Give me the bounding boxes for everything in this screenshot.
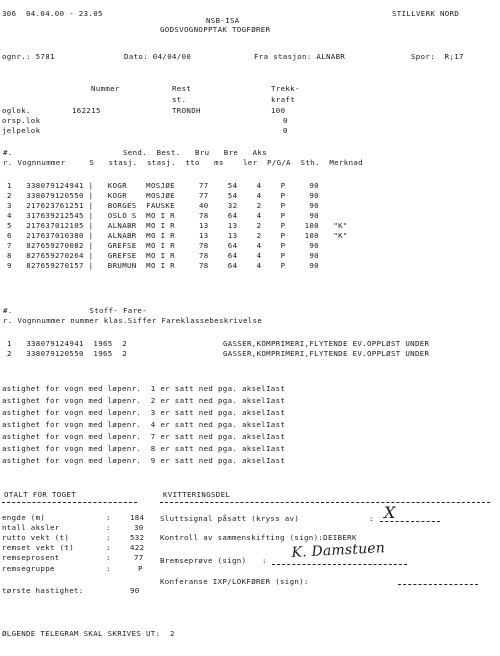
header-org: NSB-ISA — [206, 16, 240, 25]
brake-test-colon: : — [262, 556, 267, 565]
totals-value: 532 — [130, 533, 145, 542]
totals-title: OTALT FOR TOGET — [4, 490, 76, 499]
table-row: 2 338079120550 1965 2 GASSER,KOMPRIMERI,FLYTENDE EV.OPPLØST UNDER — [7, 349, 430, 358]
list-item: astighet for vogn med løpenr. 7 er satt ned pga. akselIast — [2, 432, 286, 441]
totals-colon: : — [106, 513, 111, 522]
max-speed-label: tørste hastighet: — [2, 586, 84, 595]
table-row: 1 338079124941 | KOGR MOSJØE 77 54 4 P 90 — [7, 181, 319, 190]
totals-value: 77 — [134, 553, 144, 562]
totals-value: 422 — [130, 543, 145, 552]
loco-number: 162215 — [72, 106, 101, 115]
list-item: astighet for vogn med løpenr. 1 er satt ned pga. akselIast — [2, 384, 286, 393]
wagon-table-header-2: r. Vognnummer S stasj. stasj. tto ms ler P/G/A Sth. Merknad — [3, 158, 363, 167]
end-signal-label: Sluttsignal påsatt (kryss av) — [160, 514, 300, 523]
wagon-table-header-1: #. Send. Best. Bru Bre Aks — [3, 148, 267, 157]
header-date-range: 306 04.04.00 - 23.05 — [2, 9, 103, 18]
totals-label: engde (m) — [2, 513, 46, 522]
brake-test-label: Bremseprøve (sign) — [160, 556, 247, 565]
totals-divider — [2, 502, 137, 503]
end-signal-colon: : — [369, 514, 374, 523]
signature: K. Damstuen — [291, 540, 386, 561]
table-row: 3 217623761251 | BORGES FAUSKE 40 32 2 P 90 — [7, 201, 319, 210]
loco-header-trekk: Trekk- — [271, 84, 300, 93]
hazmat-header-1: #. Stoff- Fare- — [3, 306, 147, 315]
table-row: 8 827659270264 | GREFSE MO I R 78 64 4 P 90 — [7, 251, 319, 260]
loco-kraft: 100 — [271, 106, 286, 115]
loco-label: jelpelok — [2, 126, 41, 135]
totals-colon: : — [106, 523, 111, 532]
header-station: STILLVERK NORD — [392, 9, 460, 18]
receipt-title: KVITTERINGSDEL — [163, 490, 231, 499]
totals-value: P — [138, 564, 143, 573]
totals-label: rutto vekt (t) — [2, 533, 70, 542]
conference-field[interactable] — [398, 584, 478, 585]
loco-label: oglok. — [2, 106, 31, 115]
list-item: astighet for vogn med løpenr. 9 er satt ned pga. akselIast — [2, 456, 286, 465]
totals-value: 30 — [134, 523, 144, 532]
loco-header-rest: Rest — [172, 84, 192, 93]
table-row: 2 338079120550 | KOGR MOSJØE 77 54 4 P 90 — [7, 191, 319, 200]
totals-colon: : — [106, 553, 111, 562]
table-row: 5 217637012105 | ALNABR MO I R 13 13 2 P 100 "K" — [7, 221, 348, 230]
totals-value: 184 — [130, 513, 145, 522]
table-row: 1 338079124941 1965 2 GASSER,KOMPRIMERI,FLYTENDE EV.OPPLØST UNDER — [7, 339, 430, 348]
list-item: astighet for vogn med løpenr. 3 er satt ned pga. akselIast — [2, 408, 286, 417]
from-station: Fra stasjon: ALNABR — [254, 52, 346, 61]
loco-header-kraft: kraft — [271, 95, 295, 104]
loco-kraft: 0 — [283, 126, 288, 135]
page-title: GODSVOGNOPPTAK TOGFØRER — [160, 25, 271, 34]
loco-kraft: 0 — [283, 116, 288, 125]
track-field: Spor: R;17 — [411, 52, 464, 61]
table-row: 6 217637010380 | ALNABR MO I R 13 13 2 P 100 "K" — [7, 231, 348, 240]
brake-test-field[interactable] — [272, 564, 407, 565]
list-item: astighet for vogn med løpenr. 2 er satt ned pga. akselIast — [2, 396, 286, 405]
conference-label: Konferanse IXP/LOKFØRER (sign): — [160, 577, 309, 586]
totals-label: remseprosent — [2, 553, 60, 562]
totals-colon: : — [106, 543, 111, 552]
table-row: 7 827659270082 | GREFSE MO I R 78 64 4 P 90 — [7, 241, 319, 250]
max-speed-value: 90 — [130, 586, 140, 595]
loco-header-st: st. — [172, 95, 187, 104]
list-item: astighet for vogn med løpenr. 4 er satt ned pga. akselIast — [2, 420, 286, 429]
totals-label: remsegruppe — [2, 564, 55, 573]
table-row: 4 317639212545 | OSLO S MO I R 78 64 4 P 90 — [7, 211, 319, 220]
receipt-divider — [160, 502, 490, 503]
date-field: Dato: 04/04/00 — [124, 52, 192, 61]
table-row: 9 827659270157 | BRUMUN MO I R 78 64 4 P 90 — [7, 261, 319, 270]
switch-control-field: Kontroll av sammenskifting (sign):DEIBERK — [160, 533, 357, 542]
totals-colon: : — [106, 564, 111, 573]
totals-label: remset vekt (t) — [2, 543, 74, 552]
checkmark-x: X — [384, 503, 396, 522]
train-number: ognr.: 5781 — [2, 52, 55, 61]
totals-label: ntall aksler — [2, 523, 60, 532]
loco-label: orsp.lok — [2, 116, 41, 125]
totals-colon: : — [106, 533, 111, 542]
hazmat-header-2: r. Vognnummer nummer klas.Siffer Fareklassebeskrivelse — [3, 316, 263, 325]
loco-header-nummer: Nummer — [91, 84, 120, 93]
loco-rest: TRONDH — [172, 106, 201, 115]
list-item: astighet for vogn med løpenr. 8 er satt ned pga. akselIast — [2, 444, 286, 453]
footer-telegram: ØLGENDE TELEGRAM SKAL SKRIVES UT: 2 — [2, 629, 175, 638]
